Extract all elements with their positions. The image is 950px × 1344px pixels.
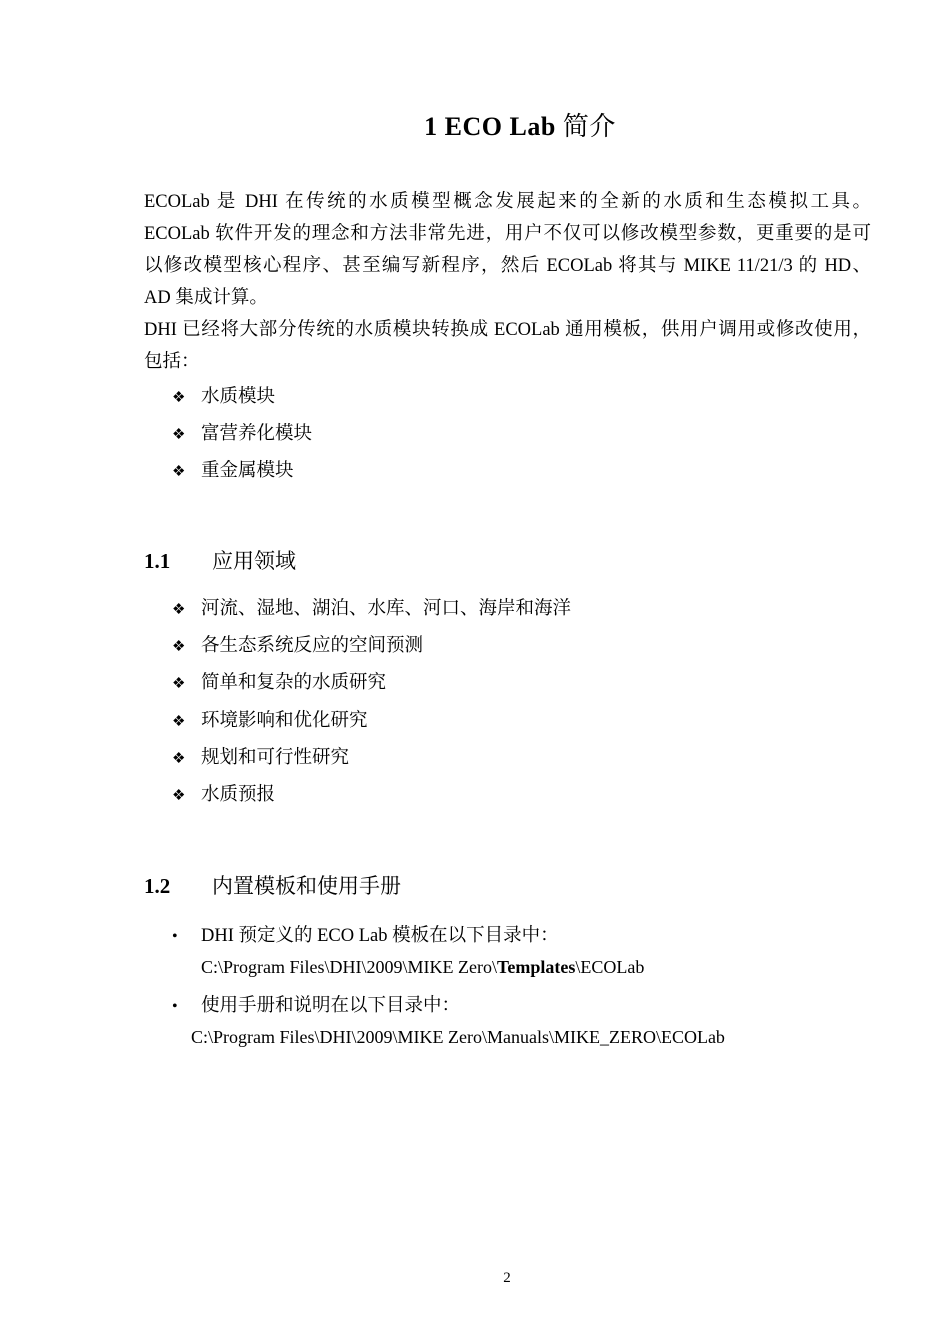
bullet-dot-icon: •: [172, 998, 178, 1015]
intro-line: ECOLab 是 DHI 在传统的水质模型概念发展起来的全新的水质和生态模拟工具。: [144, 192, 871, 212]
intro-line: AD 集成计算。: [144, 288, 268, 308]
intro-line: 以修改模型核心程序、甚至编写新程序，然后 ECOLab 将其与 MIKE 11/21/3 的 HD、: [144, 256, 871, 276]
diamond-bullet-icon: ❖: [172, 602, 186, 618]
title-prefix: 1 ECO Lab: [424, 112, 556, 141]
diamond-bullet-icon: ❖: [172, 427, 186, 443]
intro-line: ECOLab 软件开发的理念和方法非常先进，用户不仅可以修改模型参数，更重要的是可: [144, 224, 871, 244]
list-item: ❖ 河流、湿地、湖泊、水库、河口、海岸和海洋: [172, 599, 572, 619]
templates-path: C:\Program Files\DHI\2009\MIKE Zero\Templates\ECOLab: [201, 957, 645, 977]
diamond-bullet-icon: ❖: [172, 714, 186, 730]
section-number: 1.2: [144, 874, 171, 898]
list-item: ❖ 水质预报: [172, 785, 276, 805]
list-item: ❖ 重金属模块: [172, 461, 294, 481]
list-item: ❖ 富营养化模块: [172, 424, 313, 444]
section-heading: [144, 870, 401, 900]
list-item: • DHI 预定义的 ECO Lab 模板在以下目录中：: [172, 926, 559, 946]
section-heading: [144, 545, 296, 575]
bullet-dot-icon: •: [172, 928, 178, 945]
title-cjk: 简介: [562, 112, 616, 141]
page-title: [0, 106, 950, 143]
page-number: 2: [503, 1270, 511, 1286]
intro-line: DHI 已经将大部分传统的水质模块转换成 ECOLab 通用模板，供用户调用或修改使用，: [144, 320, 871, 340]
diamond-bullet-icon: ❖: [172, 751, 186, 767]
diamond-bullet-icon: ❖: [172, 676, 186, 692]
list-item: ❖ 规划和可行性研究: [172, 748, 350, 768]
diamond-bullet-icon: ❖: [172, 464, 186, 480]
diamond-bullet-icon: ❖: [172, 390, 186, 406]
diamond-bullet-icon: ❖: [172, 639, 186, 655]
list-item: • 使用手册和说明在以下目录中：: [172, 996, 461, 1016]
section-title: 应用领域: [212, 549, 296, 573]
diamond-bullet-icon: ❖: [172, 788, 186, 804]
section-number: 1.1: [144, 549, 171, 573]
manuals-path: C:\Program Files\DHI\2009\MIKE Zero\Manuals\MIKE_ZERO\ECOLab: [191, 1027, 725, 1047]
section-title: 内置模板和使用手册: [212, 874, 401, 898]
intro-line: 包括：: [144, 352, 200, 372]
list-item: ❖ 环境影响和优化研究: [172, 711, 368, 731]
list-item: ❖ 水质模块: [172, 387, 276, 407]
list-item: ❖ 简单和复杂的水质研究: [172, 673, 387, 693]
list-item: ❖ 各生态系统反应的空间预测: [172, 636, 424, 656]
